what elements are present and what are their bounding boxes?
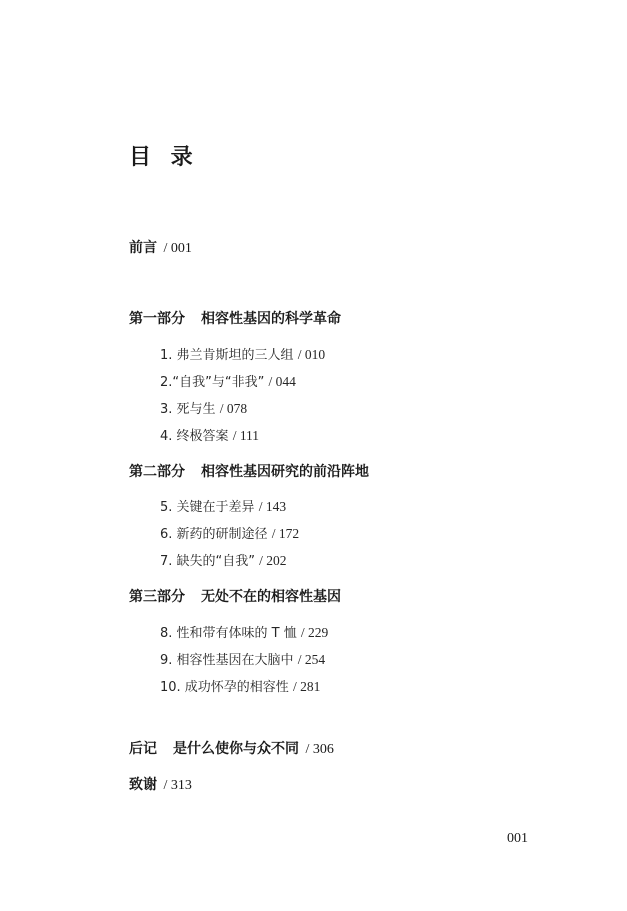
chapter-title: 2.“自我”与“非我” <box>160 375 265 390</box>
part-title: 无处不在的相容性基因 <box>201 589 341 605</box>
chapter-page: / 172 <box>271 526 300 541</box>
chapter-page: / 111 <box>232 428 260 443</box>
chapter-title: 5. 关键在于差异 <box>160 500 255 515</box>
part-title: 相容性基因研究的前沿阵地 <box>201 464 369 480</box>
preface-label: 前言 <box>129 240 157 256</box>
chapter-page: / 143 <box>258 499 287 514</box>
chapter-title: 9. 相容性基因在大脑中 <box>160 653 294 668</box>
acknowledgements-page: / 313 <box>163 778 192 793</box>
chapter-page: / 044 <box>268 374 296 389</box>
part-heading-3 <box>129 587 341 607</box>
part-heading-1 <box>129 309 341 329</box>
toc-chapter <box>160 399 247 420</box>
toc-entry-afterword <box>129 739 334 760</box>
part-heading-2 <box>129 462 369 482</box>
part-label: 第三部分 <box>129 589 185 605</box>
toc-chapter <box>160 497 286 518</box>
toc-chapter <box>160 345 325 366</box>
toc-chapter <box>160 426 259 447</box>
page-title: 目 录 <box>129 145 193 170</box>
chapter-page: / 254 <box>297 652 326 667</box>
afterword-label: 后记 <box>129 741 157 757</box>
chapter-title: 10. 成功怀孕的相容性 <box>160 680 289 695</box>
chapter-page: / 010 <box>297 347 326 362</box>
part-title: 相容性基因的科学革命 <box>201 311 341 327</box>
chapter-page: / 202 <box>259 553 287 568</box>
chapter-title: 7. 缺失的“自我” <box>160 554 256 569</box>
toc-chapter <box>160 650 325 671</box>
chapter-title: 8. 性和带有体味的 T 恤 <box>160 626 297 641</box>
part-label: 第一部分 <box>129 311 185 327</box>
chapter-title: 6. 新药的研制途径 <box>160 527 268 542</box>
part-label: 第二部分 <box>129 464 185 480</box>
chapter-title: 3. 死与生 <box>160 402 216 417</box>
toc-chapter <box>160 623 328 644</box>
toc-chapter <box>160 551 287 572</box>
toc-chapter <box>160 372 296 393</box>
chapter-page: / 281 <box>292 679 321 694</box>
toc-entry-acknowledgements <box>129 775 192 796</box>
page-number: 001 <box>507 831 528 846</box>
preface-page: / 001 <box>163 241 192 256</box>
chapter-page: / 229 <box>300 625 329 640</box>
afterword-page: / 306 <box>305 742 334 757</box>
afterword-title: 是什么使你与众不同 <box>173 741 299 757</box>
toc-chapter <box>160 524 299 545</box>
toc-chapter <box>160 677 320 698</box>
chapter-page: / 078 <box>219 401 248 416</box>
chapter-title: 4. 终极答案 <box>160 429 229 444</box>
acknowledgements-label: 致谢 <box>129 777 157 793</box>
toc-entry-preface <box>129 238 192 259</box>
chapter-title: 1. 弗兰肯斯坦的三人组 <box>160 348 294 363</box>
